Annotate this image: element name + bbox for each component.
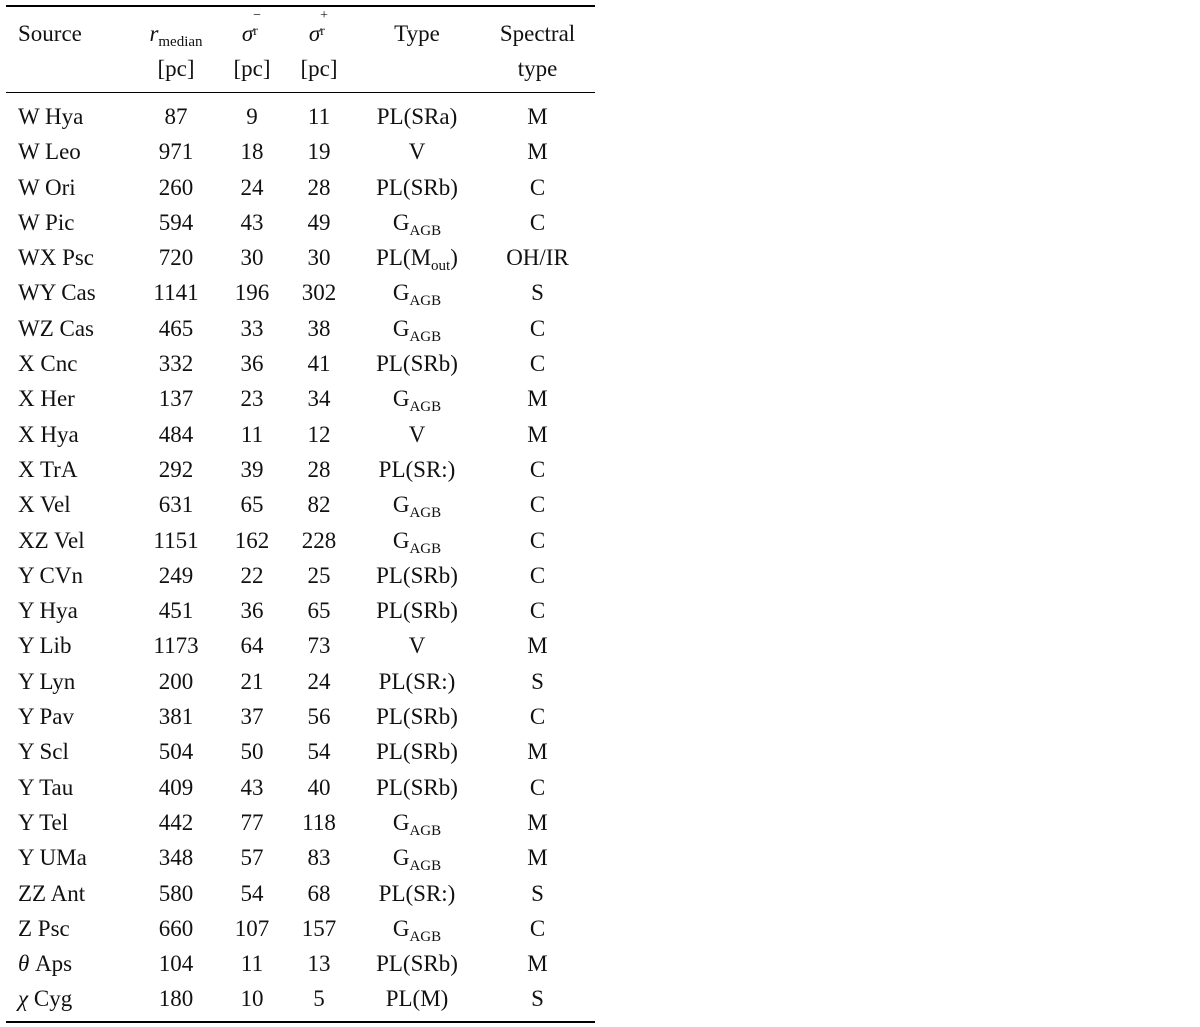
header-spectral-type: type: [517, 56, 558, 81]
cell-sigma-plus: 24: [307, 668, 331, 694]
cell-sigma-minus: 10: [240, 986, 264, 1012]
cell-sigma-minus: 30: [240, 245, 264, 271]
table-row: [6, 664, 595, 699]
cell-type: [354, 381, 480, 416]
cell-r-median: 409: [158, 774, 194, 800]
type-main: PL(SRb): [376, 774, 458, 800]
cell-sigma-minus: 196: [234, 280, 270, 306]
cell-source: [6, 275, 132, 310]
type-subscript: AGB: [409, 222, 442, 239]
header-type: Type: [394, 21, 440, 46]
cell-spectral-type: C: [529, 492, 546, 518]
type-main: PL(SRb): [376, 951, 458, 977]
type-main: G: [392, 809, 410, 835]
cell-spectral-type: C: [529, 315, 546, 341]
cell-spectral-type: M: [527, 386, 548, 412]
source-name: Y Scl: [18, 739, 69, 765]
source-greek-letter: χ: [18, 986, 29, 1012]
cell-sigma-plus: 13: [307, 951, 331, 977]
cell-type: [354, 628, 480, 663]
cell-type: [354, 134, 480, 169]
cell-source: [6, 523, 132, 558]
source-name: Cyg: [28, 986, 73, 1012]
cell-spectral-type: OH/IR: [506, 245, 569, 271]
distance-table-container: [6, 5, 583, 1023]
table-row: [6, 981, 595, 1021]
cell-r-median: 1151: [153, 527, 199, 553]
cell-source: [6, 946, 132, 981]
type-main: G: [392, 209, 410, 235]
type-main: G: [392, 845, 410, 871]
cell-source: [6, 417, 132, 452]
type-subscript: AGB: [409, 399, 442, 416]
table-row: [6, 805, 595, 840]
type-subscript: AGB: [409, 822, 442, 839]
cell-sigma-plus: 11: [307, 104, 331, 129]
source-name: X TrA: [18, 456, 78, 482]
header-sigma-minus-sup: −: [253, 8, 262, 23]
header-sigma-minus-symbol: σ: [241, 21, 254, 46]
cell-source: [6, 911, 132, 946]
cell-spectral-type: C: [529, 209, 546, 235]
cell-r-median: 1141: [153, 280, 199, 306]
cell-source: [6, 876, 132, 911]
cell-sigma-minus: 43: [240, 774, 264, 800]
cell-sigma-minus: 43: [240, 209, 264, 235]
cell-r-median: 200: [158, 668, 194, 694]
header-sigma-plus: [284, 6, 354, 51]
cell-type: [354, 452, 480, 487]
type-main: PL(SRb): [376, 598, 458, 624]
cell-spectral-type: M: [527, 845, 548, 871]
table-row: [6, 946, 595, 981]
table-row: [6, 628, 595, 663]
cell-source: [6, 699, 132, 734]
cell-sigma-plus: 5: [313, 986, 325, 1012]
type-main: PL(SRb): [376, 704, 458, 730]
header-sigma-plus-unit: [pc]: [300, 56, 338, 81]
cell-sigma-plus: 12: [307, 421, 331, 447]
cell-r-median: 465: [158, 315, 194, 341]
type-subscript: out: [431, 258, 451, 275]
source-name: Z Psc: [18, 915, 70, 941]
cell-spectral-type: S: [531, 280, 544, 306]
cell-type: [354, 946, 480, 981]
cell-source: [6, 93, 132, 135]
table-row: [6, 734, 595, 769]
cell-type: [354, 699, 480, 734]
source-name: Y CVn: [18, 562, 83, 588]
cell-spectral-type: C: [529, 704, 546, 730]
type-main: G: [392, 492, 410, 518]
cell-sigma-plus: 83: [307, 845, 331, 871]
cell-sigma-plus: 40: [307, 774, 331, 800]
cell-r-median: 104: [158, 951, 194, 977]
cell-sigma-plus: 157: [301, 915, 337, 941]
table-row: [6, 240, 595, 275]
cell-spectral-type: M: [527, 139, 548, 165]
source-name: Y Pav: [18, 704, 75, 730]
table-row: [6, 876, 595, 911]
table-row: [6, 523, 595, 558]
type-subscript: AGB: [409, 858, 442, 875]
source-name: X Vel: [18, 492, 71, 518]
cell-sigma-plus: 54: [307, 739, 331, 765]
cell-sigma-minus: 36: [240, 598, 264, 624]
cell-spectral-type: M: [527, 739, 548, 765]
cell-sigma-minus: 11: [240, 951, 264, 977]
cell-source: [6, 981, 132, 1021]
cell-sigma-minus: 54: [240, 880, 264, 906]
header-row-2: [6, 51, 595, 93]
header-sigma-minus-sub: r: [253, 24, 258, 39]
type-main: G: [392, 386, 410, 412]
table-row: [6, 134, 595, 169]
cell-type: [354, 240, 480, 275]
table-row: [6, 417, 595, 452]
header-sigma-plus-sub: r: [320, 24, 325, 39]
cell-type: [354, 417, 480, 452]
cell-type: [354, 664, 480, 699]
cell-r-median: 451: [158, 598, 194, 624]
cell-type: [354, 523, 480, 558]
cell-sigma-minus: 36: [240, 351, 264, 377]
cell-spectral-type: M: [527, 633, 548, 659]
cell-r-median: 971: [158, 139, 194, 165]
cell-type: [354, 770, 480, 805]
cell-r-median: 631: [158, 492, 194, 518]
cell-spectral-type: C: [529, 456, 546, 482]
source-name: W Ori: [18, 174, 76, 200]
cell-r-median: 180: [158, 986, 194, 1012]
table-row: [6, 346, 595, 381]
type-main: PL(SRb): [376, 739, 458, 765]
cell-type: [354, 487, 480, 522]
cell-sigma-plus: 73: [307, 633, 331, 659]
cell-sigma-minus: 39: [240, 456, 264, 482]
cell-r-median: 720: [158, 245, 194, 271]
cell-type: [354, 346, 480, 381]
cell-type: [354, 911, 480, 946]
cell-r-median: 504: [158, 739, 194, 765]
type-main: G: [392, 280, 410, 306]
cell-sigma-plus: 19: [307, 139, 331, 165]
type-main: G: [392, 915, 410, 941]
cell-spectral-type: M: [527, 951, 548, 977]
table-body: [6, 93, 595, 1022]
cell-sigma-minus: 107: [234, 915, 270, 941]
type-main: PL(SRb): [376, 351, 458, 377]
cell-r-median: 249: [158, 562, 194, 588]
cell-source: [6, 558, 132, 593]
cell-sigma-minus: 22: [240, 562, 264, 588]
cell-type: [354, 805, 480, 840]
cell-r-median: 580: [158, 880, 194, 906]
cell-source: [6, 311, 132, 346]
cell-sigma-plus: 28: [307, 456, 331, 482]
source-name: Aps: [29, 951, 73, 977]
source-name: Y UMa: [18, 845, 87, 871]
table-row: [6, 593, 595, 628]
cell-sigma-minus: 57: [240, 845, 264, 871]
cell-r-median: 660: [158, 915, 194, 941]
cell-sigma-plus: 41: [307, 351, 331, 377]
cell-spectral-type: S: [531, 668, 544, 694]
type-main: PL(SRa): [376, 104, 458, 129]
source-name: Y Tel: [18, 809, 69, 835]
cell-spectral-type: S: [531, 880, 544, 906]
source-name: ZZ Ant: [18, 880, 86, 906]
cell-type: [354, 558, 480, 593]
cell-r-median: 442: [158, 809, 194, 835]
header-sigma-plus-symbol: σ: [308, 21, 321, 46]
cell-spectral-type: C: [529, 174, 546, 200]
source-name: W Leo: [18, 139, 81, 165]
cell-source: [6, 346, 132, 381]
source-name: WX Psc: [18, 245, 95, 271]
type-subscript: AGB: [409, 293, 442, 310]
cell-spectral-type: C: [529, 351, 546, 377]
type-subscript: AGB: [409, 505, 442, 522]
cell-sigma-plus: 82: [307, 492, 331, 518]
header-source: Source: [18, 21, 82, 46]
cell-sigma-plus: 118: [302, 809, 336, 835]
cell-r-median: 484: [158, 421, 194, 447]
cell-sigma-minus: 21: [240, 668, 264, 694]
cell-r-median: 1173: [153, 633, 199, 659]
cell-sigma-minus: 64: [240, 633, 264, 659]
source-name: WY Cas: [18, 280, 96, 306]
cell-source: [6, 593, 132, 628]
cell-type: [354, 876, 480, 911]
cell-source: [6, 381, 132, 416]
header-r-symbol: r: [149, 21, 159, 46]
cell-type: [354, 981, 480, 1021]
table-row: [6, 311, 595, 346]
table-row: [6, 699, 595, 734]
header-sigma-minus: [220, 6, 284, 51]
cell-sigma-minus: 9: [246, 104, 258, 129]
cell-sigma-minus: 65: [240, 492, 264, 518]
cell-sigma-plus: 68: [307, 880, 331, 906]
header-r-subscript: median: [158, 34, 203, 50]
cell-sigma-minus: 24: [240, 174, 264, 200]
cell-source: [6, 770, 132, 805]
cell-sigma-plus: 56: [307, 704, 331, 730]
cell-r-median: 594: [158, 209, 194, 235]
table-row: [6, 205, 595, 240]
cell-r-median: 348: [158, 845, 194, 871]
source-name: X Cnc: [18, 351, 78, 377]
table-row: [6, 558, 595, 593]
cell-r-median: 260: [158, 174, 194, 200]
source-name: W Hya: [18, 104, 84, 129]
cell-source: [6, 170, 132, 205]
cell-r-median: 292: [158, 456, 194, 482]
cell-spectral-type: C: [529, 527, 546, 553]
cell-type: [354, 275, 480, 310]
cell-source: [6, 134, 132, 169]
cell-source: [6, 664, 132, 699]
type-main: V: [408, 633, 426, 659]
table-row: [6, 170, 595, 205]
cell-sigma-minus: 33: [240, 315, 264, 341]
source-name: WZ Cas: [18, 315, 95, 341]
cell-source: [6, 734, 132, 769]
cell-sigma-minus: 162: [234, 527, 270, 553]
source-name: Y Tau: [18, 774, 74, 800]
cell-sigma-minus: 37: [240, 704, 264, 730]
cell-sigma-plus: 34: [307, 386, 331, 412]
cell-type: [354, 205, 480, 240]
cell-sigma-plus: 30: [307, 245, 331, 271]
cell-type: [354, 93, 480, 135]
header-sigma-minus-unit: [pc]: [233, 56, 271, 81]
cell-sigma-minus: 11: [240, 421, 264, 447]
cell-r-median: 87: [164, 104, 188, 129]
cell-sigma-minus: 23: [240, 386, 264, 412]
cell-spectral-type: M: [527, 421, 548, 447]
cell-source: [6, 805, 132, 840]
cell-source: [6, 487, 132, 522]
type-main: V: [408, 139, 426, 165]
source-name: Y Hya: [18, 598, 78, 624]
type-main: V: [408, 421, 426, 447]
cell-source: [6, 240, 132, 275]
cell-sigma-plus: 28: [307, 174, 331, 200]
cell-spectral-type: C: [529, 774, 546, 800]
type-main: PL(M): [385, 986, 449, 1012]
cell-source: [6, 205, 132, 240]
cell-r-median: 137: [158, 386, 194, 412]
header-r-unit: [pc]: [157, 56, 195, 81]
cell-sigma-plus: 302: [301, 280, 337, 306]
cell-sigma-plus: 38: [307, 315, 331, 341]
cell-source: [6, 452, 132, 487]
source-name: W Pic: [18, 209, 75, 235]
table-row: [6, 487, 595, 522]
distance-table: [6, 5, 595, 1023]
cell-type: [354, 593, 480, 628]
cell-spectral-type: C: [529, 598, 546, 624]
header-row-1: [6, 6, 595, 51]
type-main: G: [392, 315, 410, 341]
cell-type: [354, 311, 480, 346]
type-main: PL(SRb): [376, 174, 458, 200]
cell-type: [354, 840, 480, 875]
type-main: PL(SR:): [378, 668, 456, 694]
table-row: [6, 911, 595, 946]
source-greek-letter: θ: [18, 951, 30, 977]
cell-spectral-type: C: [529, 915, 546, 941]
table-row: [6, 381, 595, 416]
type-subscript: AGB: [409, 540, 442, 557]
cell-type: [354, 734, 480, 769]
source-name: Y Lyn: [18, 668, 76, 694]
table-row: [6, 452, 595, 487]
cell-spectral-type: M: [527, 104, 548, 129]
cell-sigma-plus: 25: [307, 562, 331, 588]
type-main: PL(SR:): [378, 456, 456, 482]
table-row: [6, 840, 595, 875]
header-spectral: Spectral: [499, 21, 576, 46]
type-main: PL(SR:): [378, 880, 456, 906]
type-main: PL(SRb): [376, 562, 458, 588]
cell-spectral-type: M: [527, 809, 548, 835]
cell-sigma-minus: 77: [240, 809, 264, 835]
cell-sigma-plus: 65: [307, 598, 331, 624]
cell-sigma-minus: 18: [240, 139, 264, 165]
cell-spectral-type: C: [529, 562, 546, 588]
source-name: Y Lib: [18, 633, 72, 659]
cell-sigma-minus: 50: [240, 739, 264, 765]
cell-sigma-plus: 49: [307, 209, 331, 235]
cell-r-median: 332: [158, 351, 194, 377]
source-name: X Her: [18, 386, 75, 412]
type-main: G: [392, 527, 410, 553]
cell-sigma-plus: 228: [301, 527, 337, 553]
cell-type: [354, 170, 480, 205]
type-subscript: AGB: [409, 928, 442, 945]
cell-r-median: 381: [158, 704, 194, 730]
source-name: X Hya: [18, 421, 79, 447]
table-row: [6, 770, 595, 805]
cell-source: [6, 628, 132, 663]
type-tail: ): [450, 245, 458, 271]
table-row: [6, 93, 595, 135]
type-subscript: AGB: [409, 328, 442, 345]
table-header: [6, 6, 595, 93]
cell-spectral-type: S: [531, 986, 544, 1012]
header-r-median: [132, 6, 220, 51]
cell-source: [6, 840, 132, 875]
source-name: XZ Vel: [18, 527, 85, 553]
table-row: [6, 275, 595, 310]
header-sigma-plus-sup: +: [320, 8, 329, 23]
type-main: PL(M: [376, 245, 432, 271]
